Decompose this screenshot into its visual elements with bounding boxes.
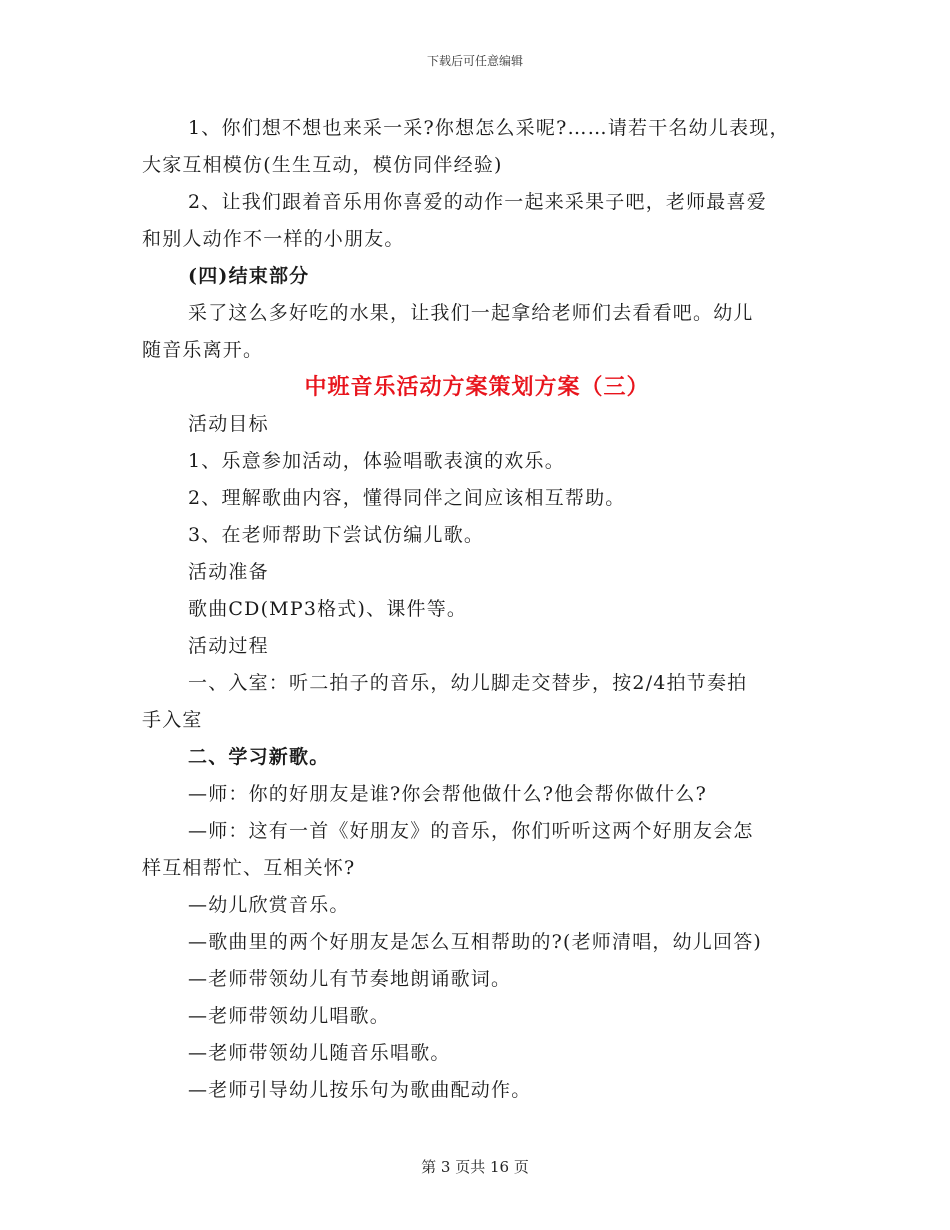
- section-heading: 二、学习新歌。: [188, 746, 330, 768]
- list-item: 1、乐意参加活动，体验唱歌表演的欢乐。: [188, 450, 565, 472]
- dialogue-line: —歌曲里的两个好朋友是怎么互相帮助的?(老师清唱，幼儿回答): [188, 931, 763, 953]
- dialogue-line: —老师带领幼儿唱歌。: [188, 1005, 391, 1027]
- dialogue-line: —幼儿欣赏音乐。: [188, 894, 350, 916]
- subheading: 活动过程: [188, 635, 269, 657]
- dialogue-line: —老师带领幼儿随音乐唱歌。: [188, 1042, 451, 1064]
- paragraph: 随音乐离开。: [142, 339, 264, 361]
- dialogue-line: —师：这有一首《好朋友》的音乐，你们听听这两个好朋友会怎: [188, 820, 754, 842]
- dialogue-line: —老师引导幼儿按乐句为歌曲配动作。: [188, 1079, 532, 1101]
- dialogue-line: —老师带领幼儿有节奏地朗诵歌词。: [188, 968, 512, 990]
- document-title: 中班音乐活动方案策划方案（三）: [304, 374, 650, 400]
- dialogue-line: —师：你的好朋友是谁?你会帮他做什么?他会帮你做什么?: [188, 783, 707, 805]
- paragraph: 样互相帮忙、互相关怀?: [142, 857, 356, 879]
- paragraph: 大家互相模仿(生生互动，模仿同伴经验): [142, 154, 503, 176]
- subheading: 活动目标: [188, 413, 269, 435]
- paragraph: 采了这么多好吃的水果，让我们一起拿给老师们去看看吧。幼儿: [188, 302, 754, 324]
- list-item: 2、理解歌曲内容，懂得同伴之间应该相互帮助。: [188, 487, 626, 509]
- page-header: 下载后可任意编辑: [426, 54, 523, 68]
- section-heading: (四)结束部分: [188, 265, 310, 287]
- document-body: [142, 110, 812, 1109]
- paragraph: 和别人动作不一样的小朋友。: [142, 228, 405, 250]
- page-footer: 第 3 页共 16 页: [421, 1158, 529, 1176]
- paragraph: 一、入室：听二拍子的音乐，幼儿脚走交替步，按2/4拍节奏拍: [188, 672, 748, 694]
- list-item: 3、在老师帮助下尝试仿编儿歌。: [188, 524, 485, 546]
- paragraph: 手入室: [142, 709, 203, 731]
- paragraph: 1、你们想不想也来采一采?你想怎么采呢?……请若干名幼儿表现，: [188, 117, 790, 139]
- paragraph: 歌曲CD(MP3格式)、课件等。: [188, 598, 468, 620]
- subheading: 活动准备: [188, 561, 269, 583]
- paragraph: 2、让我们跟着音乐用你喜爱的动作一起来采果子吧，老师最喜爱: [188, 191, 767, 213]
